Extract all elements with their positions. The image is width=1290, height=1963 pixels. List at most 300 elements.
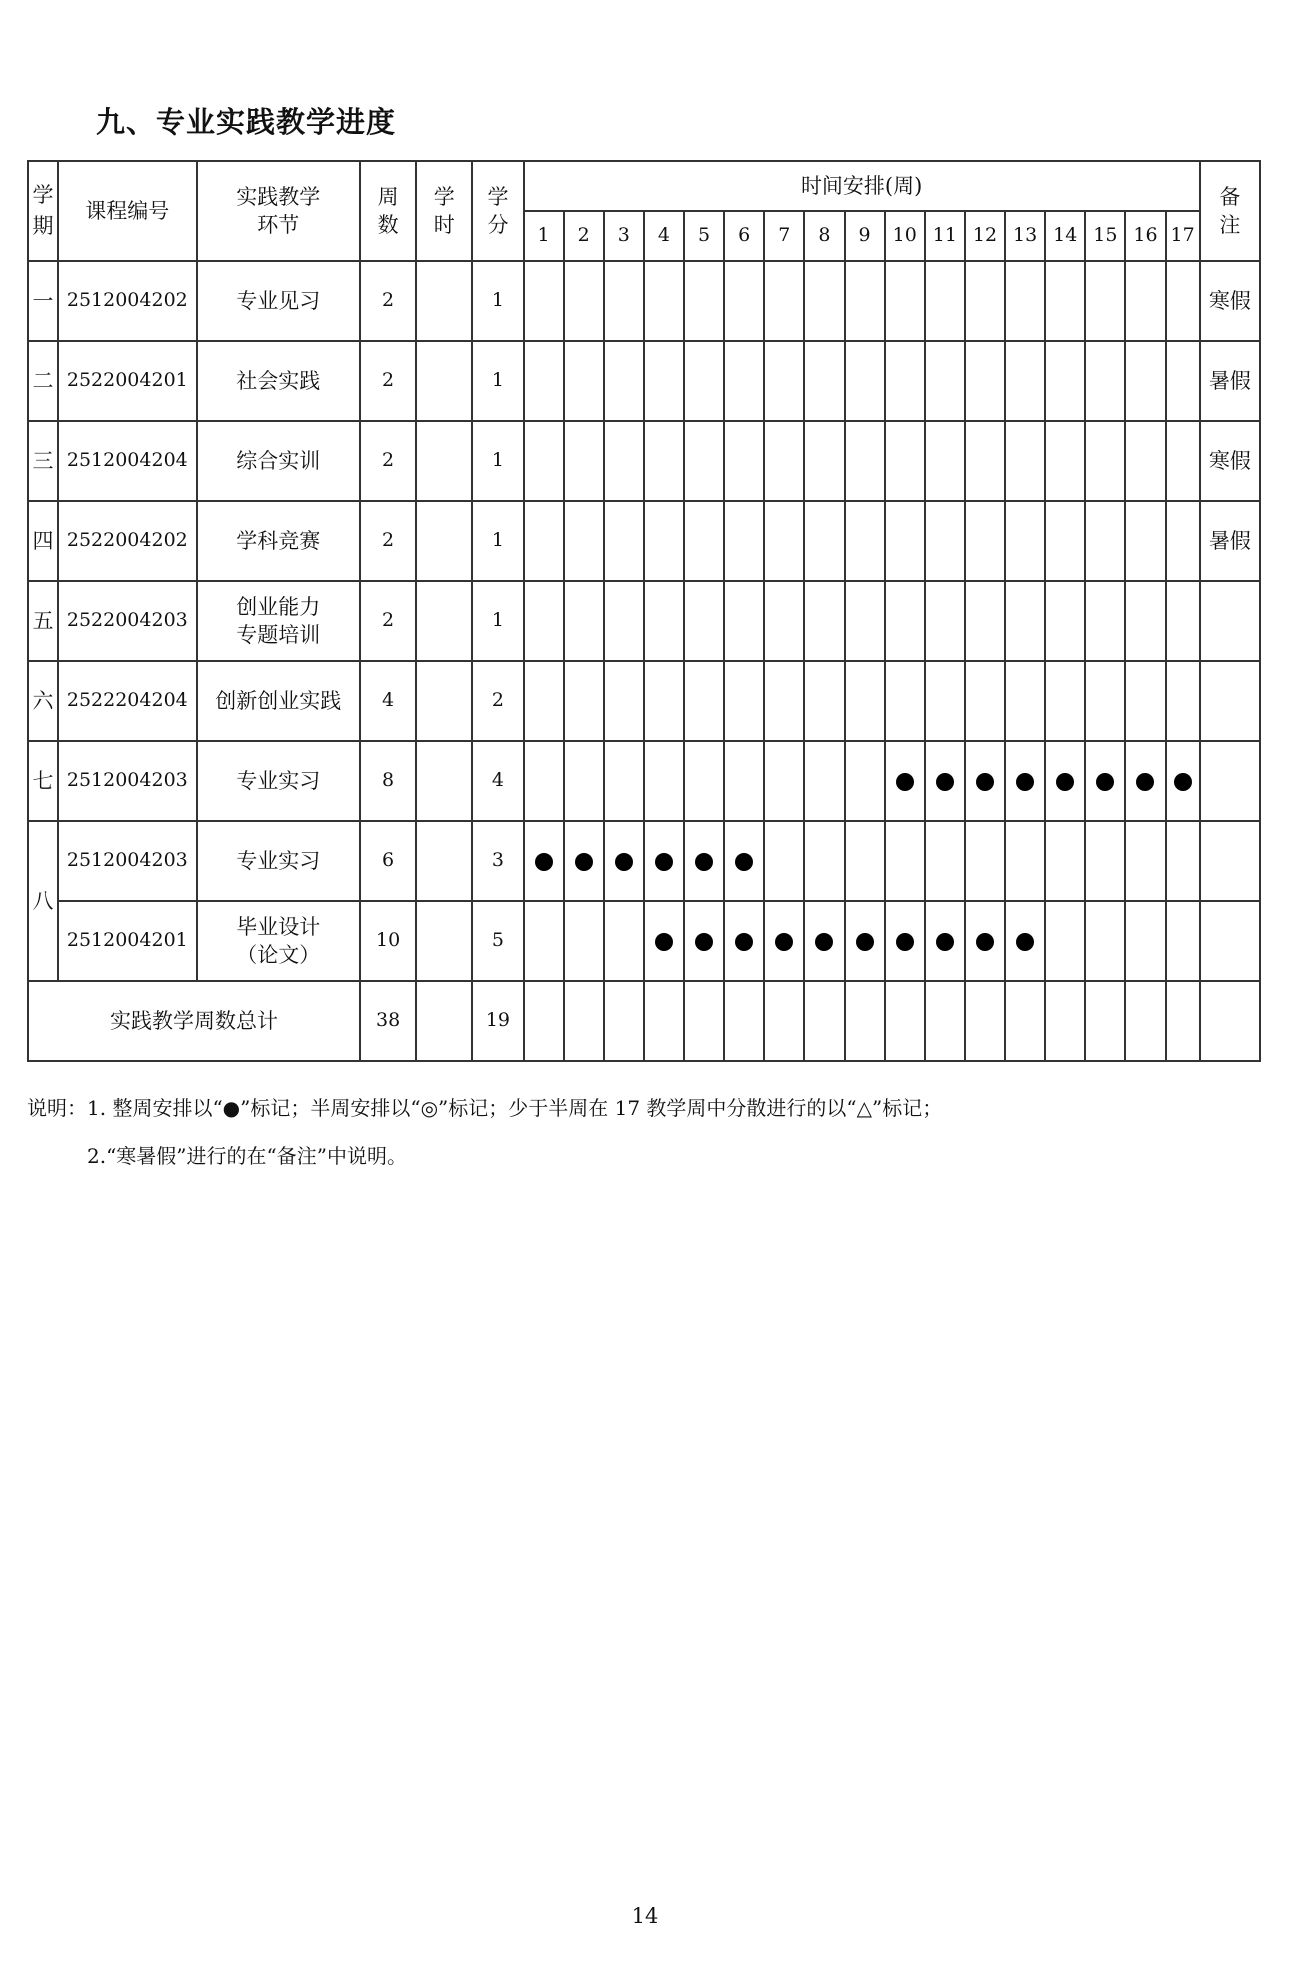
week-cell-17	[1166, 421, 1200, 501]
week-cell-15	[1085, 261, 1125, 341]
course-code-cell: 2522204204	[58, 661, 196, 741]
week-cell-6	[724, 341, 764, 421]
week-cell-2	[564, 261, 604, 341]
week-cell-2	[564, 741, 604, 821]
week-cell-5	[684, 501, 724, 581]
course-name-cell: 社会实践	[197, 341, 361, 421]
week-cell-9	[845, 821, 885, 901]
full-week-dot-icon	[695, 933, 713, 951]
week-cell-9	[845, 341, 885, 421]
week-cell-11	[925, 261, 965, 341]
week-cell-14	[1045, 421, 1085, 501]
full-week-dot-icon	[655, 933, 673, 951]
weeks-cell: 10	[360, 901, 416, 981]
hours-cell	[416, 741, 472, 821]
table-row	[28, 261, 1260, 341]
week-cell-13	[1005, 741, 1045, 821]
week-cell-17	[1166, 581, 1200, 661]
header-row	[28, 161, 1260, 211]
table-row	[28, 741, 1260, 821]
course-name-cell: 创业能力 专题培训	[197, 581, 361, 661]
week-cell-12	[965, 981, 1005, 1061]
week-cell-13	[1005, 421, 1045, 501]
week-cell-10	[885, 421, 925, 501]
week-cell-9	[845, 981, 885, 1061]
week-cell-12	[965, 581, 1005, 661]
course-code-cell: 2512004201	[58, 901, 196, 981]
week-cell-13	[1005, 581, 1045, 661]
week-cell-1	[524, 501, 564, 581]
note-cell: 暑假	[1200, 341, 1260, 421]
week-number-13: 13	[1005, 211, 1045, 261]
note-cell: 暑假	[1200, 501, 1260, 581]
week-cell-14	[1045, 981, 1085, 1061]
week-cell-12	[965, 421, 1005, 501]
total-credits: 19	[472, 981, 523, 1061]
week-cell-11	[925, 501, 965, 581]
week-cell-17	[1166, 981, 1200, 1061]
week-cell-17	[1166, 661, 1200, 741]
full-week-dot-icon	[1016, 773, 1034, 791]
term-cell: 二	[28, 341, 58, 421]
full-week-dot-icon	[535, 853, 553, 871]
week-cell-3	[604, 981, 644, 1061]
week-cell-17	[1166, 341, 1200, 421]
week-cell-2	[564, 821, 604, 901]
week-cell-7	[764, 261, 804, 341]
week-cell-7	[764, 501, 804, 581]
week-cell-5	[684, 261, 724, 341]
week-cell-2	[564, 901, 604, 981]
week-number-14: 14	[1045, 211, 1085, 261]
full-week-dot-icon	[896, 933, 914, 951]
week-cell-2	[564, 581, 604, 661]
week-cell-4	[644, 901, 684, 981]
hours-cell	[416, 661, 472, 741]
week-cell-5	[684, 661, 724, 741]
full-week-dot-icon	[1016, 933, 1034, 951]
table-row	[28, 661, 1260, 741]
note-cell	[1200, 981, 1260, 1061]
course-name-cell: 专业见习	[197, 261, 361, 341]
full-week-dot-icon	[775, 933, 793, 951]
term-cell: 八	[28, 821, 58, 981]
header-code: 课程编号	[58, 161, 196, 261]
week-cell-15	[1085, 741, 1125, 821]
week-cell-1	[524, 341, 564, 421]
week-cell-4	[644, 261, 684, 341]
hours-cell	[416, 341, 472, 421]
hours-cell	[416, 421, 472, 501]
table-row	[28, 901, 1260, 981]
course-name-cell: 专业实习	[197, 821, 361, 901]
course-name-cell: 毕业设计 （论文）	[197, 901, 361, 981]
credits-cell: 3	[472, 821, 523, 901]
week-cell-15	[1085, 421, 1125, 501]
week-cell-4	[644, 821, 684, 901]
header-weeks: 周 数	[360, 161, 416, 261]
week-cell-11	[925, 821, 965, 901]
week-cell-9	[845, 581, 885, 661]
week-cell-12	[965, 261, 1005, 341]
week-cell-16	[1125, 501, 1165, 581]
section-title: 九、专业实践教学进度	[96, 105, 397, 139]
week-cell-16	[1125, 901, 1165, 981]
full-week-dot-icon	[575, 853, 593, 871]
week-cell-15	[1085, 981, 1125, 1061]
week-cell-1	[524, 981, 564, 1061]
week-cell-3	[604, 421, 644, 501]
credits-cell: 1	[472, 421, 523, 501]
week-cell-13	[1005, 981, 1045, 1061]
week-cell-7	[764, 981, 804, 1061]
week-cell-12	[965, 341, 1005, 421]
week-cell-8	[804, 981, 844, 1061]
week-cell-8	[804, 741, 844, 821]
table-row	[28, 821, 1260, 901]
week-cell-1	[524, 261, 564, 341]
hours-cell	[416, 261, 472, 341]
week-cell-13	[1005, 821, 1045, 901]
term-cell: 七	[28, 741, 58, 821]
week-cell-10	[885, 901, 925, 981]
week-cell-17	[1166, 821, 1200, 901]
week-cell-8	[804, 421, 844, 501]
week-cell-15	[1085, 661, 1125, 741]
week-cell-6	[724, 261, 764, 341]
week-cell-5	[684, 341, 724, 421]
weeks-cell: 2	[360, 261, 416, 341]
credits-cell: 1	[472, 581, 523, 661]
week-cell-14	[1045, 741, 1085, 821]
week-cell-6	[724, 741, 764, 821]
header-term: 学 期	[28, 161, 58, 261]
week-cell-10	[885, 821, 925, 901]
week-cell-4	[644, 661, 684, 741]
course-code-cell: 2512004203	[58, 741, 196, 821]
week-cell-16	[1125, 661, 1165, 741]
week-cell-7	[764, 821, 804, 901]
note-cell	[1200, 821, 1260, 901]
course-code-cell: 2522004202	[58, 501, 196, 581]
week-cell-16	[1125, 981, 1165, 1061]
week-cell-3	[604, 661, 644, 741]
full-week-dot-icon	[976, 773, 994, 791]
week-cell-8	[804, 261, 844, 341]
full-week-dot-icon	[735, 933, 753, 951]
term-cell: 五	[28, 581, 58, 661]
credits-cell: 1	[472, 501, 523, 581]
week-cell-11	[925, 741, 965, 821]
table-row	[28, 421, 1260, 501]
week-cell-12	[965, 741, 1005, 821]
hours-cell	[416, 901, 472, 981]
week-cell-12	[965, 501, 1005, 581]
week-cell-17	[1166, 901, 1200, 981]
course-name-cell: 专业实习	[197, 741, 361, 821]
week-cell-11	[925, 901, 965, 981]
week-cell-1	[524, 901, 564, 981]
weeks-cell: 2	[360, 501, 416, 581]
week-cell-5	[684, 901, 724, 981]
week-cell-17	[1166, 261, 1200, 341]
week-cell-10	[885, 981, 925, 1061]
week-cell-10	[885, 741, 925, 821]
course-name-cell: 创新创业实践	[197, 661, 361, 741]
week-cell-13	[1005, 341, 1045, 421]
total-hours	[416, 981, 472, 1061]
week-cell-14	[1045, 661, 1085, 741]
week-cell-7	[764, 581, 804, 661]
week-cell-17	[1166, 501, 1200, 581]
week-cell-8	[804, 501, 844, 581]
week-number-4: 4	[644, 211, 684, 261]
week-cell-1	[524, 421, 564, 501]
full-week-dot-icon	[1174, 773, 1192, 791]
week-number-1: 1	[524, 211, 564, 261]
week-cell-11	[925, 341, 965, 421]
page-number: 14	[631, 1904, 659, 1928]
week-cell-14	[1045, 901, 1085, 981]
note-line-2: 2.“寒暑假”进行的在“备注”中说明。	[87, 1144, 407, 1168]
week-cell-15	[1085, 581, 1125, 661]
notes	[27, 1084, 942, 1180]
term-cell: 六	[28, 661, 58, 741]
week-number-11: 11	[925, 211, 965, 261]
week-cell-15	[1085, 341, 1125, 421]
week-cell-14	[1045, 821, 1085, 901]
header-name: 实践教学 环节	[197, 161, 361, 261]
week-cell-6	[724, 421, 764, 501]
week-cell-4	[644, 741, 684, 821]
week-cell-5	[684, 581, 724, 661]
week-cell-4	[644, 501, 684, 581]
weeks-cell: 4	[360, 661, 416, 741]
full-week-dot-icon	[615, 853, 633, 871]
full-week-dot-icon	[936, 933, 954, 951]
week-cell-17	[1166, 741, 1200, 821]
week-cell-5	[684, 981, 724, 1061]
credits-cell: 5	[472, 901, 523, 981]
course-name-cell: 学科竞赛	[197, 501, 361, 581]
week-cell-11	[925, 661, 965, 741]
table-row	[28, 341, 1260, 421]
week-cell-3	[604, 341, 644, 421]
week-cell-9	[845, 661, 885, 741]
note-cell	[1200, 901, 1260, 981]
full-week-dot-icon	[896, 773, 914, 791]
course-code-cell: 2512004203	[58, 821, 196, 901]
course-code-cell: 2522004201	[58, 341, 196, 421]
week-cell-2	[564, 341, 604, 421]
weeks-cell: 6	[360, 821, 416, 901]
week-number-17: 17	[1166, 211, 1200, 261]
weeks-cell: 2	[360, 581, 416, 661]
credits-cell: 2	[472, 661, 523, 741]
total-weeks: 38	[360, 981, 416, 1061]
full-week-dot-icon	[1056, 773, 1074, 791]
note-cell: 寒假	[1200, 261, 1260, 341]
week-cell-15	[1085, 501, 1125, 581]
week-cell-2	[564, 981, 604, 1061]
week-cell-9	[845, 261, 885, 341]
header-note: 备 注	[1200, 161, 1260, 261]
week-cell-5	[684, 821, 724, 901]
week-cell-9	[845, 501, 885, 581]
week-cell-2	[564, 501, 604, 581]
weeks-cell: 8	[360, 741, 416, 821]
week-cell-12	[965, 901, 1005, 981]
table-row	[28, 581, 1260, 661]
full-week-dot-icon	[815, 933, 833, 951]
week-cell-9	[845, 421, 885, 501]
week-cell-16	[1125, 421, 1165, 501]
note-cell	[1200, 581, 1260, 661]
full-week-dot-icon	[655, 853, 673, 871]
week-cell-6	[724, 501, 764, 581]
term-cell: 四	[28, 501, 58, 581]
week-cell-15	[1085, 821, 1125, 901]
week-cell-3	[604, 901, 644, 981]
full-week-dot-icon	[936, 773, 954, 791]
week-cell-11	[925, 421, 965, 501]
week-cell-6	[724, 821, 764, 901]
week-number-16: 16	[1125, 211, 1165, 261]
week-cell-4	[644, 981, 684, 1061]
full-week-dot-icon	[735, 853, 753, 871]
full-week-dot-icon	[856, 933, 874, 951]
full-week-dot-icon	[976, 933, 994, 951]
week-cell-8	[804, 661, 844, 741]
note-cell	[1200, 741, 1260, 821]
total-row	[28, 981, 1260, 1061]
week-number-8: 8	[804, 211, 844, 261]
week-cell-15	[1085, 901, 1125, 981]
header-hours: 学 时	[416, 161, 472, 261]
week-number-3: 3	[604, 211, 644, 261]
week-cell-13	[1005, 901, 1045, 981]
full-week-dot-icon	[1136, 773, 1154, 791]
week-cell-11	[925, 581, 965, 661]
week-cell-8	[804, 341, 844, 421]
week-cell-8	[804, 901, 844, 981]
weeks-cell: 2	[360, 341, 416, 421]
credits-cell: 1	[472, 341, 523, 421]
week-cell-5	[684, 741, 724, 821]
week-cell-10	[885, 341, 925, 421]
course-name-cell: 综合实训	[197, 421, 361, 501]
week-cell-6	[724, 981, 764, 1061]
week-cell-7	[764, 421, 804, 501]
week-cell-14	[1045, 581, 1085, 661]
week-cell-16	[1125, 741, 1165, 821]
week-cell-2	[564, 421, 604, 501]
week-cell-10	[885, 261, 925, 341]
term-cell: 一	[28, 261, 58, 341]
week-number-6: 6	[724, 211, 764, 261]
week-cell-1	[524, 581, 564, 661]
week-cell-7	[764, 661, 804, 741]
full-week-dot-icon	[1096, 773, 1114, 791]
week-cell-1	[524, 661, 564, 741]
week-number-9: 9	[845, 211, 885, 261]
week-cell-10	[885, 581, 925, 661]
week-cell-4	[644, 341, 684, 421]
course-code-cell: 2512004202	[58, 261, 196, 341]
week-cell-8	[804, 581, 844, 661]
week-cell-13	[1005, 501, 1045, 581]
week-cell-14	[1045, 501, 1085, 581]
hours-cell	[416, 501, 472, 581]
week-cell-16	[1125, 261, 1165, 341]
week-cell-13	[1005, 661, 1045, 741]
week-cell-13	[1005, 261, 1045, 341]
week-cell-6	[724, 901, 764, 981]
week-cell-9	[845, 741, 885, 821]
week-cell-8	[804, 821, 844, 901]
week-cell-12	[965, 821, 1005, 901]
full-week-dot-icon	[695, 853, 713, 871]
week-cell-1	[524, 821, 564, 901]
week-cell-14	[1045, 261, 1085, 341]
term-cell: 三	[28, 421, 58, 501]
week-cell-6	[724, 581, 764, 661]
week-number-12: 12	[965, 211, 1005, 261]
course-code-cell: 2512004204	[58, 421, 196, 501]
week-cell-7	[764, 901, 804, 981]
weeks-cell: 2	[360, 421, 416, 501]
week-cell-7	[764, 741, 804, 821]
week-cell-1	[524, 741, 564, 821]
week-number-5: 5	[684, 211, 724, 261]
week-number-2: 2	[564, 211, 604, 261]
header-schedule: 时间安排(周)	[524, 161, 1200, 211]
hours-cell	[416, 581, 472, 661]
week-cell-3	[604, 501, 644, 581]
week-number-10: 10	[885, 211, 925, 261]
week-cell-16	[1125, 581, 1165, 661]
week-cell-9	[845, 901, 885, 981]
header-credits: 学 分	[472, 161, 523, 261]
note-cell: 寒假	[1200, 421, 1260, 501]
week-cell-3	[604, 821, 644, 901]
week-cell-10	[885, 661, 925, 741]
credits-cell: 1	[472, 261, 523, 341]
week-cell-5	[684, 421, 724, 501]
week-number-15: 15	[1085, 211, 1125, 261]
week-cell-4	[644, 581, 684, 661]
credits-cell: 4	[472, 741, 523, 821]
week-cell-14	[1045, 341, 1085, 421]
week-number-7: 7	[764, 211, 804, 261]
practice-schedule-table	[27, 160, 1261, 1062]
course-code-cell: 2522004203	[58, 581, 196, 661]
hours-cell	[416, 821, 472, 901]
table-row	[28, 501, 1260, 581]
note-cell	[1200, 661, 1260, 741]
total-label: 实践教学周数总计	[28, 981, 360, 1061]
week-cell-7	[764, 341, 804, 421]
week-cell-2	[564, 661, 604, 741]
week-cell-4	[644, 421, 684, 501]
week-cell-11	[925, 981, 965, 1061]
week-cell-10	[885, 501, 925, 581]
week-cell-12	[965, 661, 1005, 741]
week-cell-3	[604, 581, 644, 661]
week-cell-16	[1125, 341, 1165, 421]
week-cell-3	[604, 261, 644, 341]
week-cell-16	[1125, 821, 1165, 901]
